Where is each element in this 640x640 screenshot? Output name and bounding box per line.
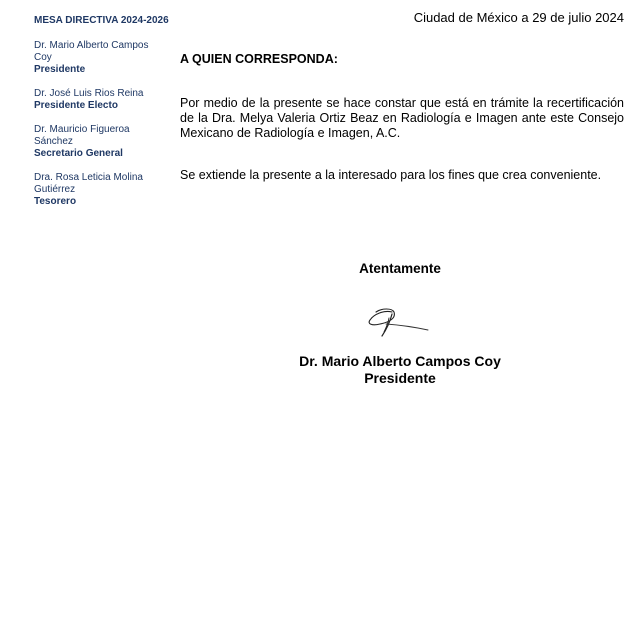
member-role: Tesorero — [34, 196, 77, 207]
board-title: MESA DIRECTIVA 2024-2026 — [34, 15, 169, 26]
signer-title: Presidente — [364, 370, 436, 386]
member-name: Dr. Mauricio Figueroa Sánchez — [34, 124, 130, 147]
member-name: Dra. Rosa Leticia Molina Gutiérrez — [34, 172, 143, 195]
board-member — [34, 124, 169, 160]
member-role: Secretario General — [34, 148, 123, 159]
board-member — [34, 88, 169, 112]
board-sidebar — [34, 15, 169, 220]
date-line: Ciudad de México a 29 de julio 2024 — [413, 10, 624, 25]
signature-icon — [362, 300, 442, 345]
member-role: Presidente — [34, 64, 86, 75]
member-name: Dr. José Luis Rios Reina — [34, 88, 144, 99]
board-member — [34, 40, 169, 76]
body-paragraph: Por medio de la presente se hace constar que está en trámite la recertificación de la Dra. Melya Valeria Ortiz Beaz en Radiología e Imagen ante este Consejo Mexicano de Radiología e Imagen, A.C. — [180, 96, 624, 140]
signer-name: Dr. Mario Alberto Campos Coy — [299, 353, 501, 369]
body-paragraph: Se extiende la presente a la interesado para los fines que crea conveniente. — [180, 168, 602, 182]
salutation: A QUIEN CORRESPONDA: — [180, 52, 338, 66]
closing: Atentamente — [359, 261, 441, 276]
member-role: Presidente Electo — [34, 100, 118, 111]
signer-block — [260, 353, 540, 387]
member-name: Dr. Mario Alberto Campos Coy — [34, 40, 149, 63]
board-member — [34, 172, 169, 208]
